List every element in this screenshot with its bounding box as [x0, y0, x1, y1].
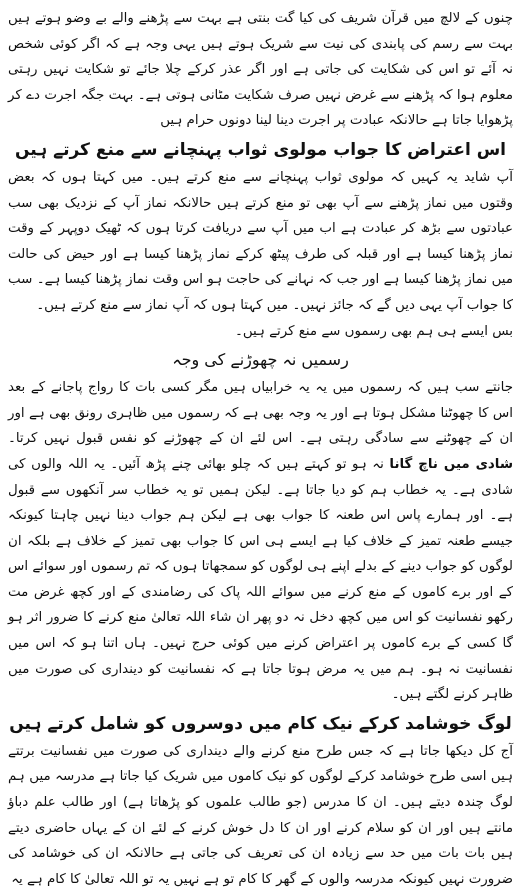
- paragraph-flattery: آج کل دیکھا جاتا ہے کہ جس طرح منع کرنے والے دینداری کی صورت میں نفسانیت برتتے ہیں اسی طرح خوشامد کرکے لوگوں کو نیک کاموں میں شریک کیا جاتا ہے مدرسہ میں ہم لوگ چندہ دیتے ہیں۔ ان کا مدرس (جو طالب علموں کو پڑھاتا ہے) اور طالب علم دباؤ مانتے ہیں اور ان کو سلام کرنے اور ان کا دل خوش کرنے کے لئے ان کے یہاں حاضری دیتے ہیں بات بات میں حد سے زیادہ ان کی تعریف کی جاتی ہے حالانکہ ان کی خوشامد کی ضرورت نہیں کیونکہ مدرسہ والوں کے گھر کا کام تو ہے نہیں یہ تو اللہ تعالیٰ کا کام ہے یہ: [8, 743, 513, 887]
- reason-text-a: جانتے سب ہیں کہ رسموں میں یہ یہ خرابیاں ہیں مگر کسی بات کا رواج پاجانے کے بعد اس کا چھوٹنا مشکل ہوتا ہے اور یہ وجہ بھی ہے کہ رسموں میں ظاہری رونق بھی ہے اور ان کے چھوٹنے سے سادگی رہتی ہے۔ اس لئے ان کے چھوڑنے کو نفس قبول نہیں کرتا۔: [8, 380, 513, 447]
- heading-reason-customs: رسمیں نہ چھوڑنے کی وجہ: [172, 350, 349, 370]
- paragraph-objection-conclusion: بس ایسے ہی ہم بھی رسموں سے منع کرتے ہیں۔: [234, 323, 513, 339]
- wedding-dance-phrase: شادی میں ناچ گانا: [389, 456, 513, 472]
- reason-text-b: نہ ہو تو کہتے ہیں کہ چلو بھائی چنے پڑھ آئیں۔ یہ اللہ والوں کی شادی ہے۔ یہ خطاب ہم کو دیا جاتا ہے۔ لیکن ہمیں تو یہ خطاب سر آنکھوں سے قبول ہے۔ اور ہمارے پاس اس طعنہ کا جواب بھی ہے لیکن ہم جواب دینا نہیں چاہتا کیونکہ جیسے طعنہ تمیز کے خلاف کیا ہے ایسے ہی اس کا جواب بھی تمیز کے خلاف ہے بلکہ ان لوگوں کو جواب دینے کے بدلے اپنے ہی لوگوں کو سمجھاتا ہوں کہ تم رسموں اور سوائے اس کے اور برے کاموں کے منع کرنے میں سوائے اللہ پاک کی رضامندی کے اور کچھ غرض مت رکھو نفسانیت کو اس میں کچھ دخل نہ دو پھر ان شاء اللہ تعالیٰ منع کرنے کا ضرور اثر ہو گا کسی کے برے کاموں پر اعتراض کرنے میں کوئی حرج نہیں۔ ہاں اتنا ہو کہ اس میں نفسانیت نہ ہو۔ ہم میں یہ مرض ہوتا جاتا ہے کہ نفسانیت کو دینداری کی صورت میں ظاہر کرنے لگتے ہیں۔: [8, 456, 513, 703]
- heading-flattery: لوگ خوشامد کرکے نیک کام میں دوسروں کو شامل کرتے ہیں: [9, 713, 512, 734]
- paragraph-intro: چنوں کے لالچ میں قرآن شریف کی کیا گت بنتی ہے بہت سے پڑھنے والے بے وضو ہوتے ہیں بہت سے رسم کی پابندی کی نیت سے شریک ہوتے ہیں یہی وجہ ہے کہ اگر کوئی شخص نہ آئے تو اس کی شکایت کی جاتی ہے اور اگر عذر کرکے چلا جائے تو شکایت نہیں رہتی معلوم ہوا کہ پڑھنے سے غرض نہیں صرف شکایت مٹانی ہوتی ہے۔ بہت جگہ اجرت دے کر پڑھوایا جاتا ہے حالانکہ عبادت پر اجرت دینا لینا دونوں حرام ہیں: [8, 11, 513, 129]
- heading-objection-answer: اس اعتراض کا جواب مولوی ثواب پہنچانے سے منع کرتے ہیں: [15, 139, 506, 160]
- paragraph-reason-customs: [8, 375, 513, 708]
- paragraph-objection-answer: آپ شاید یہ کہیں کہ مولوی ثواب پہنچانے سے منع کرتے ہیں۔ میں کہتا ہوں کہ بعض وقتوں میں نماز پڑھنے سے آپ بھی تو منع کرتے ہیں حالانکہ نماز آپ کے نزدیک بھی سب عبادتوں سے بڑھ کر عبادت ہے اب میں آپ سے دریافت کرتا ہوں کہ ٹھیک دوپہر کے وقت نماز پڑھنا کیسا ہے اور قبلہ کی طرف پیٹھ کرکے نماز پڑھنا کیسا ہے اور حیض کی حالت میں نماز پڑھنا کیسا ہے اور جب کہ نہانے کی حاجت ہو اس وقت نماز پڑھنا کیسا ہے۔ سب کا جواب آپ یہی دیں گے کہ جائز نہیں۔ میں کہتا ہوں کہ آپ نماز سے منع کرتے ہیں۔: [8, 169, 513, 313]
